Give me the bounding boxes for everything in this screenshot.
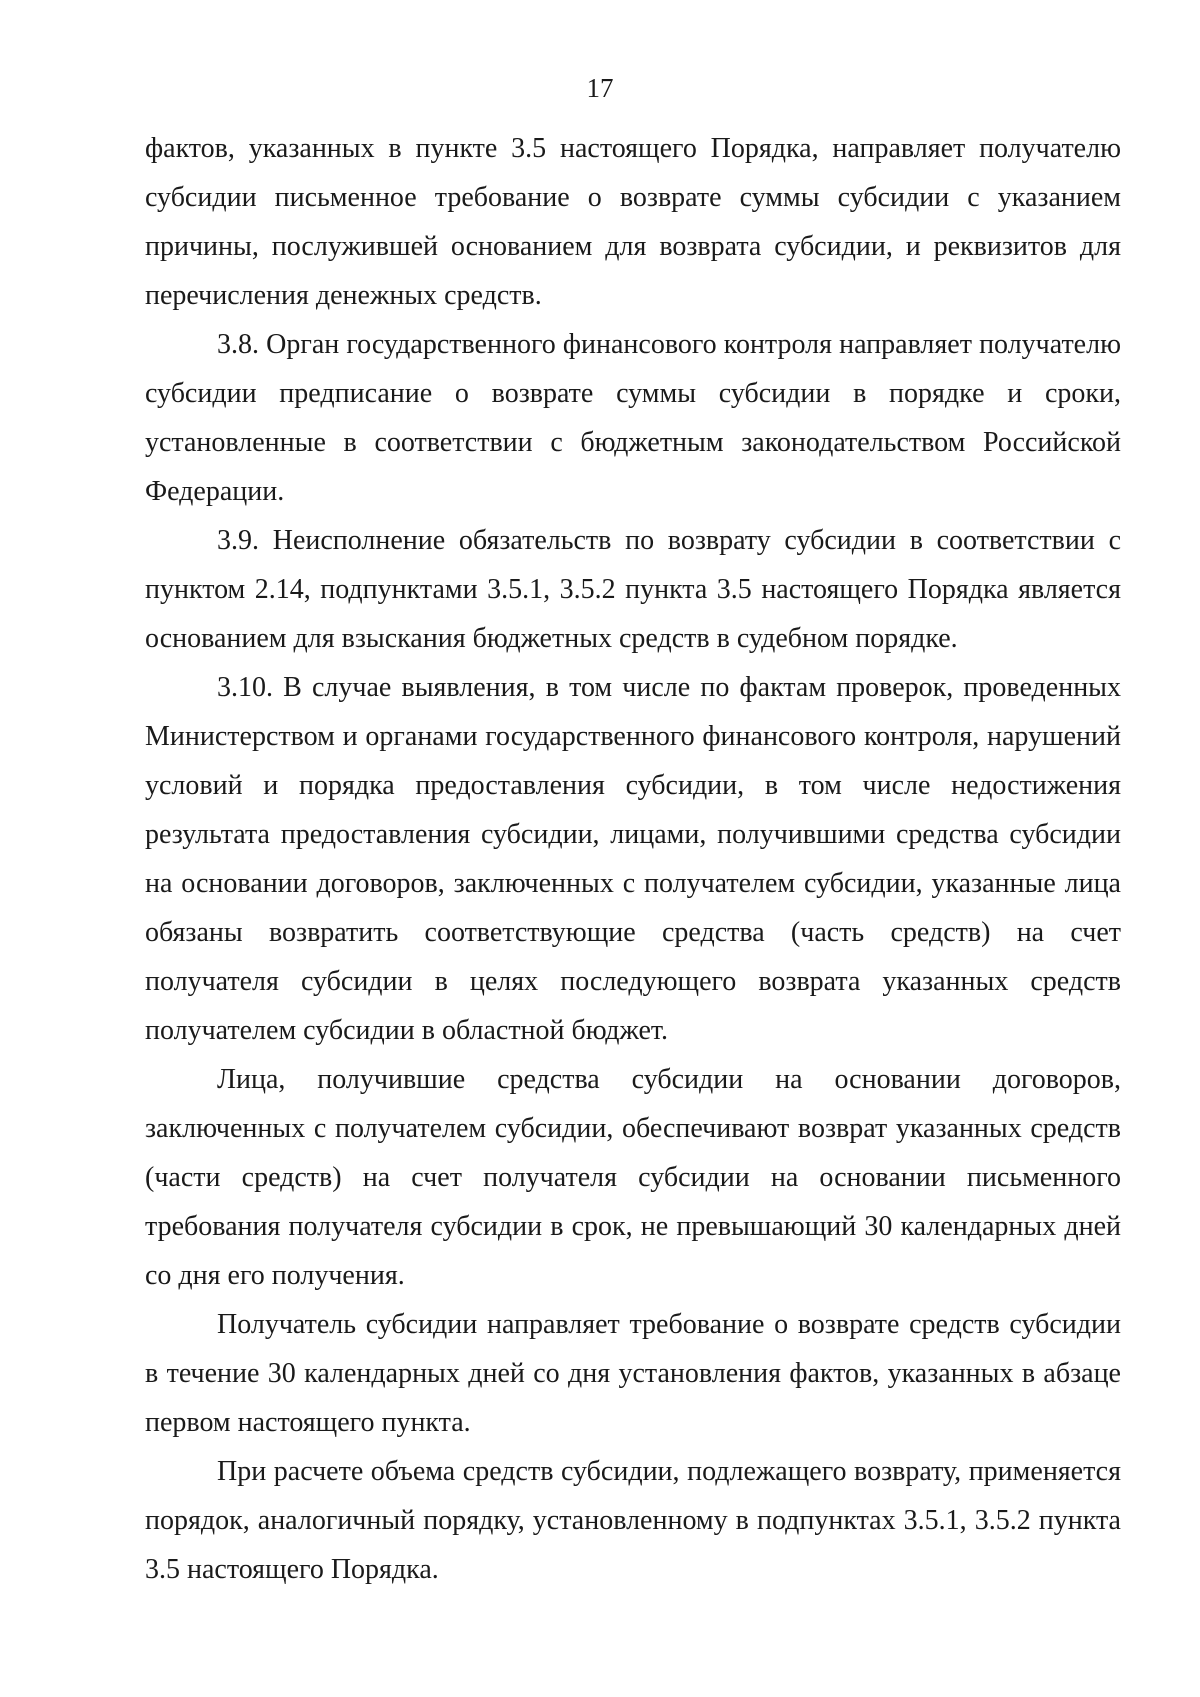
paragraph-3-9: 3.9. Неисполнение обязательств по возврату субсидии в соответствии с пунктом 2.14, подпунктами 3.5.1, 3.5.2 пункта 3.5 настоящего Порядка является основанием для взыскания бюджетных средств в судебном порядке. <box>145 525 1121 654</box>
paragraph-3-10: 3.10. В случае выявления, в том числе по фактам проверок, проведенных Министерством и органами государственного финансового контроля, нарушений условий и порядка предоставления субсидии, в том числе недостижения результата предоставления субсидии, лицами, получившими средства субсидии на основании договоров, заключенных с получателем субсидии, указанные лица обязаны возвратить соответствующие средства (часть средств) на счет получателя субсидии в целях последующего возврата указанных средств получателем субсидии в областной бюджет. <box>145 672 1121 1046</box>
document-body <box>145 124 1121 1594</box>
page-number: 17 <box>586 73 614 103</box>
paragraph-3-10-calculation: При расчете объема средств субсидии, подлежащего возврату, применяется порядок, аналогичный порядку, установленному в подпунктах 3.5.1, 3.5.2 пункта 3.5 настоящего Порядка. <box>145 1456 1121 1585</box>
paragraph-continuation: фактов, указанных в пункте 3.5 настоящего Порядка, направляет получателю субсидии письменное требование о возврате суммы субсидии с указанием причины, послужившей основанием для возврата субсидии, и реквизитов для перечисления денежных средств. <box>145 133 1121 311</box>
paragraph-3-10-recipients: Лица, получившие средства субсидии на основании договоров, заключенных с получателем субсидии, обеспечивают возврат указанных средств (части средств) на счет получателя субсидии на основании письменного требования получателя субсидии в срок, не превышающий 30 календарных дней со дня его получения. <box>145 1064 1121 1291</box>
paragraph-3-10-demand: Получатель субсидии направляет требование о возврате средств субсидии в течение 30 календарных дней со дня установления фактов, указанных в абзаце первом настоящего пункта. <box>145 1309 1121 1438</box>
paragraph-3-8: 3.8. Орган государственного финансового контроля направляет получателю субсидии предписание о возврате суммы субсидии в порядке и сроки, установленные в соответствии с бюджетным законодательством Российской Федерации. <box>145 329 1121 507</box>
